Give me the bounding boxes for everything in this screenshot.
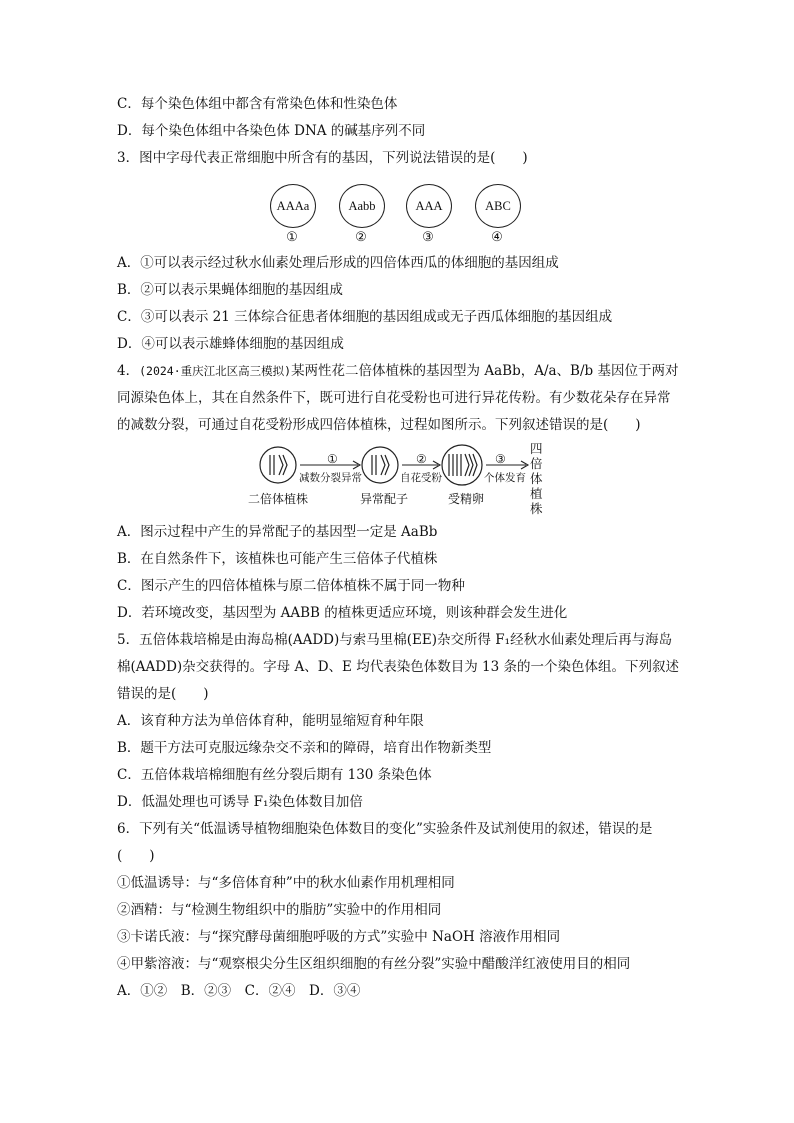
q3-option-a: A．①可以表示经过秋水仙素处理后形成的四倍体西瓜的体细胞的基因组成 [117,255,559,271]
diploid-plant-circle [260,447,296,483]
q3-stem: 3．图中字母代表正常细胞中所含有的基因，下列说法错误的是( ) [117,150,528,166]
q6-options: A．①② B．②③ C．②④ D．③④ [117,983,361,999]
q4-option-b: B．在自然条件下，该植株也可能产生三倍体子代植株 [117,551,438,567]
q5-option-b: B．题干方法可克服远缘杂交不亲和的障碍，培育出作物新类型 [117,740,492,756]
zygote-chromosomes-icon [449,454,477,476]
q5-option-c: C．五倍体栽培棉细胞有丝分裂后期有 130 条染色体 [117,767,432,783]
cell-3-number: ③ [422,230,434,245]
diploid-chromosomes-icon [270,455,287,475]
step-2-label: 自花受粉 [400,472,442,484]
step-3-number: ③ [495,452,506,466]
cell-2 [339,184,385,228]
q2-option-c: C．每个染色体组中都含有常染色体和性染色体 [117,96,398,112]
q5-option-d: D．低温处理也可诱导 F₁染色体数目加倍 [117,794,363,810]
abnormal-gamete-circle [362,447,398,483]
q6-stem: 6．下列有关“低温诱导植物细胞染色体数目的变化”实验条件及试剂使用的叙述，错误的是( ) [117,821,653,864]
q4-stem [117,358,679,439]
step-1-label: 减数分裂异常 [299,472,362,484]
step-1-number: ① [327,452,338,466]
cell-4-genes: ABC [485,198,511,213]
cell-1 [270,184,316,228]
q2-option-d: D．每个染色体组中各染色体 DNA 的碱基序列不同 [117,123,426,139]
q3-option-b: B．②可以表示果蝇体细胞的基因组成 [117,282,343,298]
q4-number: 4． [117,363,140,379]
q4-stem-text: 某两性花二倍体植株的基因型为 AaBb，A/a、B/b 基因位于两对同源染色体上，其在自然条件下，既可进行自花受粉也可进行异花传粉。有少数花朵存在异常的减数分裂，可通过自花受粉形成四倍体植株，过程如图所示。下列叙述错误的是( ) [117,363,679,433]
node-gamete-label: 异常配子 [360,492,409,506]
q6-item-1: ①低温诱导：与“多倍体育种”中的秋水仙素作用机理相同 [117,875,455,891]
zygote-circle [442,445,482,485]
q6-item-2: ②酒精：与“检测生物组织中的脂肪”实验中的作用相同 [117,902,442,918]
q5-stem: 5．五倍体栽培棉是由海岛棉(AADD)与索马里棉(EE)杂交所得 F₁经秋水仙素处理后再与海岛棉(AADD)杂交获得的。字母 A、D、E 均代表染色体数目为 13 条的一个染色体组。下列叙述错误的是( ) [117,632,679,702]
q4-option-a: A．图示过程中产生的异常配子的基因型一定是 AaBb [117,524,438,540]
q6-item-3: ③卡诺氏液：与“探究酵母菌细胞呼吸的方式”实验中 NaOH 溶液作用相同 [117,929,561,945]
cell-3-genes: AAA [415,198,443,213]
step-3-label: 个体发育 [484,472,526,484]
cell-3 [406,184,452,228]
q5-option-a: A．该育种方法为单倍体育种，能明显缩短育种年限 [117,713,424,729]
gamete-chromosomes-icon [372,455,389,475]
step-2-number: ② [416,452,427,466]
cell-4-number: ④ [491,230,503,245]
q4-option-c: C．图示产生的四倍体植株与原二倍体植株不属于同一物种 [117,578,465,594]
cell-2-number: ② [355,230,367,245]
q4-source: (2024·重庆江北区高三模拟) [139,364,292,378]
result-tetraploid-label: 四倍体植株 [530,441,543,516]
cell-1-number: ① [286,230,298,245]
cell-4 [475,184,521,228]
cell-1-genes: AAAa [276,198,310,213]
q3-option-d: D．④可以表示雄蜂体细胞的基因组成 [117,336,344,352]
q4-option-d: D．若环境改变，基因型为 AABB 的植株更适应环境，则该种群会发生进化 [117,605,568,621]
cell-2-genes: Aabb [348,198,376,213]
node-diploid-label: 二倍体植株 [248,492,309,506]
q6-item-4: ④甲紫溶液：与“观察根尖分生区组织细胞的有丝分裂”实验中醋酸洋红液使用目的相同 [117,956,631,972]
node-zygote-label: 受精卵 [448,492,485,506]
q3-option-c: C．③可以表示 21 三体综合征患者体细胞的基因组成或无子西瓜体细胞的基因组成 [117,309,613,325]
